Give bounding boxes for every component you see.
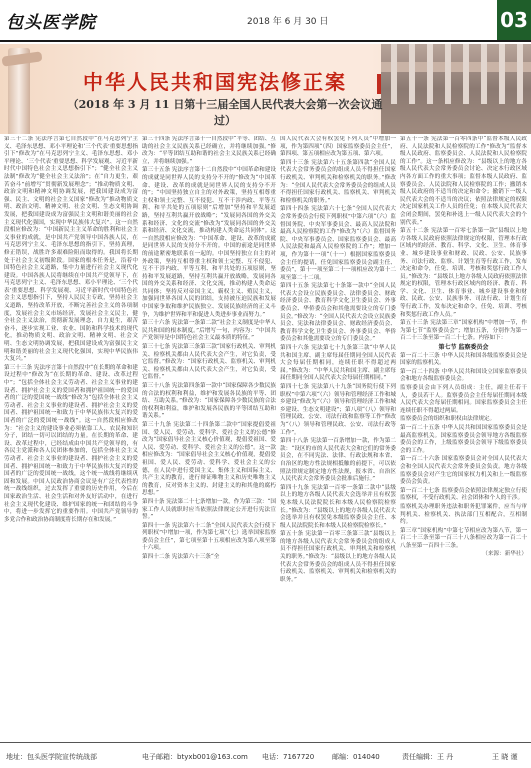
article-title: 中华人民共和国宪法修正案 — [83, 70, 347, 94]
source-credit: （来源：新华社） — [482, 551, 527, 558]
paragraph: 监察机关办理职务违法和职务犯罪案件，应当与审判机关、检察机关、执法部门互相配合，互相制约。 — [400, 503, 527, 526]
newspaper-name: 包头医学院 — [6, 13, 96, 33]
footer-email: 电子邮箱：btyxb001@163.com — [142, 753, 248, 761]
paragraph: 第三十七条 宪法第三条第三款“国家行政机关、审判机关、检察机关都由人民代表大会产生，对它负责，受它监督。”修改为：“国家行政机关、监察机关、审判机关、检察机关都由人民代表大会产生，对它负责，受它监督。” — [142, 344, 276, 381]
paragraph: 第四十八条 宪法第一百条增加一款，作为第二款：“设区的市的人民代表大会和它们的常务委员会，在不同宪法、法律、行政法规和本省、自治区的地方性法规相抵触的前提下，可以依照法律规定制定地方性法规，报本省、自治区人民代表大会常务委员会批准后施行。” — [280, 438, 396, 483]
paragraph: 第三十二条 宪法序言第七自然段中“在马克思列宁主义、毛泽东思想、邓小平理论和‘三个代表’重要思想指引下”修改为“在马克思列宁主义、毛泽东思想、邓小平理论、‘三个代表’重要思想、科学发展观、习近平新时代中国特色社会主义思想指引下”；“健全社会主义法制”修改为“健全社会主义法治”；在“自力更生，艰苦奋斗”前增写“贯彻新发展理念”；“推动物质文明、政治文明和精神文明协调发展，把我国建设成为富强、民主、文明的社会主义国家”修改为“推动物质文明、政治文明、精神文明、社会文明、生态文明协调发展，把我国建设成为富强民主文明和谐美丽的社会主义现代化强国，实现中华民族伟大复兴”。这一自然段相应修改为：“中国新民主主义革命的胜利和社会主义事业的成就，是中国共产党领导中国各族人民，在马克思列宁主义、毛泽东思想的指引下，坚持真理，修正错误，战胜许多艰难险阻而取得的。我国将长期处于社会主义初级阶段。国家的根本任务是，沿着中国特色社会主义道路，集中力量进行社会主义现代化建设。中国各族人民将继续在中国共产党领导下，在马克思列宁主义、毛泽东思想、邓小平理论、‘三个代表’重要思想、科学发展观、习近平新时代中国特色社会主义思想指引下，坚持人民民主专政，坚持社会主义道路，坚持改革开放，不断完善社会主义的各项制度，发展社会主义市场经济，发展社会主义民主，健全社会主义法治，贯彻新发展理念，自力更生，艰苦奋斗，逐步实现工业、农业、国防和科学技术的现代化，推动物质文明、政治文明、精神文明、社会文明、生态文明协调发展，把我国建设成为富强民主文明和谐美丽的社会主义现代化强国，实现中华民族伟大复兴。” — [4, 136, 138, 363]
paragraph: 第四十七条 宪法第八十九条“国务院行使下列职权”中第六项“（六）领导和管理经济工作和城乡建设”修改为“（六）领导和管理经济工作和城乡建设、生态文明建设”；第八项“（八）领导和管理民政、公安、司法行政和监察等工作”修改为“（八）领导和管理民政、公安、司法行政等工作”。 — [280, 384, 396, 436]
article-subtitle: （2018 年 3 月 11 日第十三届全国人民代表大会第一次会议通过） — [67, 98, 383, 127]
paragraph: 第四十三条 宪法第六十五条第四款“全国人民代表大会常务委员会的组成人员不得担任国家行政机关、审判机关和检察机关的职务。”修改为：“全国人民代表大会常务委员会的组成人员不得担任国家行政机关、监察机关、审判机关和检察机关的职务。” — [280, 159, 396, 204]
paragraph: 第三十三条 宪法序言第十自然段中“在长期的革命和建设过程中”修改为“在长期的革命、建设、改革过程中”；“包括全体社会主义劳动者、社会主义事业的建设者、拥护社会主义的爱国者和拥护祖国统一的爱国者的广泛的爱国统一战线”修改为“包括全体社会主义劳动者、社会主义事业的建设者、拥护社会主义的爱国者、拥护祖国统一和致力于中华民族伟大复兴的爱国者的广泛的爱国统一战线”。这一自然段相应修改为：“社会主义的建设事业必须依靠工人、农民和知识分子，团结一切可以团结的力量。在长期的革命、建设、改革过程中，已经结成由中国共产党领导的，有各民主党派和各人民团体参加的，包括全体社会主义劳动者、社会主义事业的建设者、拥护社会主义的爱国者、拥护祖国统一和致力于中华民族伟大复兴的爱国者的广泛的爱国统一战线，这个统一战线将继续巩固和发展。中国人民政治协商会议是有广泛代表性的统一战线组织，过去发挥了重要的历史作用，今后在国家政治生活、社会生活和对外友好活动中，在进行社会主义现代化建设、维护国家的统一和团结的斗争中，将进一步发挥它的重要作用。中国共产党领导的多党合作和政治协商制度将长期存在和发展。” — [4, 364, 138, 523]
paragraph: 第三章“国家机构”中第七节相应改为第八节，第一百二十三条至第一百三十八条相应改为第一百二十八条至第一百四十三条。 — [400, 527, 527, 549]
paragraph: 第一百二十五条 中华人民共和国国家监察委员会是最高监察机关。国家监察委员会领导地方各级监察委员会的工作，上级监察委员会领导下级监察委员会的工作。 — [400, 424, 527, 454]
paragraph: 第四十四条 宪法第六十七条“全国人民代表大会常务委员会行使下列职权”中第六项“（六）监督国务院、中央军事委员会、最高人民法院和最高人民检察院的工作”修改为“（六）监督国务院、中央军事委员会、国家监察委员会、最高人民法院和最高人民检察院的工作”；增加一项，作为第十一项“（十一）根据国家监察委员会主任的提请，任免国家监察委员会副主任、委员”，第十一项至第二十一项相应改为第十二项至第二十二项。 — [280, 206, 396, 281]
paragraph: 第三十八条 宪法第四条第一款中“国家保障各少数民族的合法的权利和利益，维护和发展各民族的平等、团结、互助关系。”修改为：“国家保障各少数民族的合法的权利和利益，维护和发展各民族的平等团结互助和谐关系。” — [142, 383, 276, 420]
paragraph: 第三十四条 宪法序言第十一自然段中“平等、团结、互助的社会主义民族关系已经确立，并将继续加强。”修改为：“平等团结互助和谐的社会主义民族关系已经确立，并将继续加强。” — [142, 136, 276, 165]
page-number-badge: 03 — [497, 0, 531, 40]
paragraph: 第一百二十七条 监察委员会依照法律规定独立行使监察权，不受行政机关、社会团体和个人的干涉。 — [400, 487, 527, 502]
text-column-1 — [4, 136, 138, 736]
paragraph: 第一百二十六条 国家监察委员会对全国人民代表大会和全国人民代表大会常务委员会负责。地方各级监察委员会对产生它的国家权力机关和上一级监察委员会负责。 — [400, 456, 527, 486]
paragraph: 第四十九条 宪法第一百零一条第二款中“县级以上的地方各级人民代表大会选举并且有权罢免本级人民法院院长和本级人民检察院检察长。”修改为：“县级以上的地方各级人民代表大会选举并且有权罢免本级监察委员会主任、本级人民法院院长和本级人民检察院检察长。” — [280, 484, 396, 529]
paragraph: 第一百二十三条 中华人民共和国各级监察委员会是国家的监察机关。 — [400, 352, 527, 367]
paragraph: 第四十二条 宪法第六十三条“全 — [142, 554, 220, 561]
footer-address: 地址：包头医学院宣传统战部 — [6, 753, 97, 761]
footer-editor: 责任编辑：王 丹 — [402, 753, 454, 761]
text-column-4 — [400, 136, 527, 736]
text-column-2 — [142, 136, 276, 736]
paragraph: 第五十三条 宪法第三章“国家机构”中增加一节，作为第七节“监察委员会”；增加五条，分别作为第一百二十三条至第一百二十七条。内容如下： — [400, 320, 527, 342]
paragraph: 第五十条 宪法第一百零三条第三款“县级以上的地方各级人民代表大会常务委员会的组成人员不得担任国家行政机关、审判机关和检察机关的职务。”修改为：“县级以上的地方各级人民代表大会常务委员会的组成人员不得担任国家行政机关、监察机关、审判机关和检察机关的职务。” — [280, 531, 396, 583]
page-footer — [0, 742, 531, 768]
paragraph: 第四十一条 宪法第六十二条“全国人民代表大会行使下列职权”中增加一项，作为第七项“（七）选举国家监察委员会主任”，第七项至第十五项相应改为第八项至第十六项。 — [142, 522, 276, 552]
paragraph: 第五十一条 宪法第一百零四条中“监督本级人民政府、人民法院和人民检察院的工作”修改为“监督本级人民政府、监察委员会、人民法院和人民检察院的工作”。这一条相应修改为：“县级以上的地方各级人民代表大会常务委员会讨论、决定本行政区域内各方面工作的重大事项；监督本级人民政府、监察委员会、人民法院和人民检察院的工作；撤销本级人民政府的不适当的决定和命令；撤销下一级人民代表大会的不适当的决议；依照法律规定的权限决定国家机关工作人员的任免；在本级人民代表大会闭会期间，罢免和补选上一级人民代表大会的个别代表。” — [400, 136, 527, 226]
footer-proofreader: 王 晓 谨 — [492, 753, 518, 761]
paragraph: 监察委员会的组织和职权由法律规定。 — [400, 416, 496, 423]
paragraph: 第四十六条 宪法第七十九条第三款“中华人民共和国主席、副主席每届任期同全国人民代表大会每届任期相同，连续任职不得超过两届。”修改为：“中华人民共和国主席、副主席每届任期同全国人民代表大会每届任期相同。” — [280, 345, 396, 382]
paragraph: 第三十五条 宪法序言第十二自然段中“中国革命和建设的成就是同世界人民的支持分不开的”修改为“中国革命、建设、改革的成就是同世界人民的支持分不开的”；“中国坚持独立自主的对外政策，坚持互相尊重主权和领土完整、互不侵犯、互不干涉内政、平等互利、和平共处的五项原则”后增加“坚持和平发展道路，坚持互利共赢开放战略”；“发展同各国的外交关系和经济、文化的交流”修改为“发展同各国的外交关系和经济、文化交流，推动构建人类命运共同体”。这一自然段相应修改为：“中国革命、建设、改革的成就是同世界人民的支持分不开的。中国的前途是同世界的前途紧密地联系在一起的。中国坚持独立自主的对外政策，坚持互相尊重主权和领土完整、互不侵犯、互不干涉内政、平等互利、和平共处的五项原则，坚持和平发展道路，坚持互利共赢开放战略，发展同各国的外交关系和经济、文化交流，推动构建人类命运共同体；坚持反对帝国主义、霸权主义、殖民主义，加强同世界各国人民的团结，支持被压迫民族和发展中国家争取和维护民族独立、发展民族经济的正义斗争，为维护世界和平和促进人类进步事业而努力。” — [142, 167, 276, 318]
paragraph: 第三十六条 宪法第一条第二款“社会主义制度是中华人民共和国的根本制度。”后增写一句，内容为：“中国共产党领导是中国特色社会主义最本质的特征。” — [142, 320, 276, 342]
paragraph: 第四十条 宪法第二十七条增加一款，作为第三款：“国家工作人员就职时应当依照法律规定公开进行宪法宣誓。” — [142, 498, 276, 521]
masthead — [0, 0, 531, 42]
paragraph: 国人民代表大会有权罢免下列人员”中增加一项，作为第四项“（四）国家监察委员会主任”，第四项、第五项相应改为第五项、第六项。 — [280, 136, 396, 158]
paragraph: 监察委员会由下列人员组成：主任，副主任若干人，委员若干人。监察委员会主任每届任期同本级人民代表大会每届任期相同。国家监察委员会主任连续任职不得超过两届。 — [400, 385, 527, 414]
paragraph: 第五十二条 宪法第一百零七条第一款“县级以上地方各级人民政府依照法律规定的权限，管理本行政区域内的经济、教育、科学、文化、卫生、体育事业、城乡建设事业和财政、民政、公安、民族事务、司法行政、监察、计划生育等行政工作，发布决定和命令，任免、培训、考核和奖惩行政工作人员。”修改为：“县级以上地方各级人民政府依照法律规定的权限，管理本行政区域内的经济、教育、科学、文化、卫生、体育事业、城乡建设事业和财政、民政、公安、民族事务、司法行政、计划生育等行政工作，发布决定和命令，任免、培训、考核和奖惩行政工作人员。” — [400, 228, 527, 318]
text-column-3 — [280, 136, 396, 736]
section-heading: 第七节 监察委员会 — [438, 344, 489, 352]
footer-postcode: 邮编：014040 — [332, 753, 380, 761]
paragraph: 第四十五条 宪法第七十条第一款中“全国人民代表大会设立民族委员会、法律委员会、财政经济委员会、教育科学文化卫生委员会、外事委员会、华侨委员会和其他需要设立的专门委员会。”修改为：“全国人民代表大会设立民族委员会、宪法和法律委员会、财政经济委员会、教育科学文化卫生委员会、外事委员会、华侨委员会和其他需要设立的专门委员会。” — [280, 283, 396, 343]
paragraph: 第三十九条 宪法第二十四条第二款中“国家提倡爱祖国、爱人民、爱劳动、爱科学、爱社会主义的公德”修改为“国家倡导社会主义核心价值观，提倡爱祖国、爱人民、爱劳动、爱科学、爱社会主义的公德”。这一款相应修改为：“国家倡导社会主义核心价值观，提倡爱祖国、爱人民、爱劳动、爱科学、爱社会主义的公德，在人民中进行爱国主义、集体主义和国际主义、共产主义的教育，进行辩证唯物主义和历史唯物主义的教育，反对资本主义的、封建主义的和其他的腐朽思想。” — [142, 421, 276, 497]
footer-phone: 电话：7167720 — [262, 753, 315, 761]
publication-date: 2018 年 6 月 30 日 — [247, 17, 329, 27]
great-hall-building-image — [381, 44, 531, 134]
paragraph: 第一百二十四条 中华人民共和国设立国家监察委员会和地方各级监察委员会。 — [400, 368, 527, 383]
article-body — [4, 136, 527, 738]
